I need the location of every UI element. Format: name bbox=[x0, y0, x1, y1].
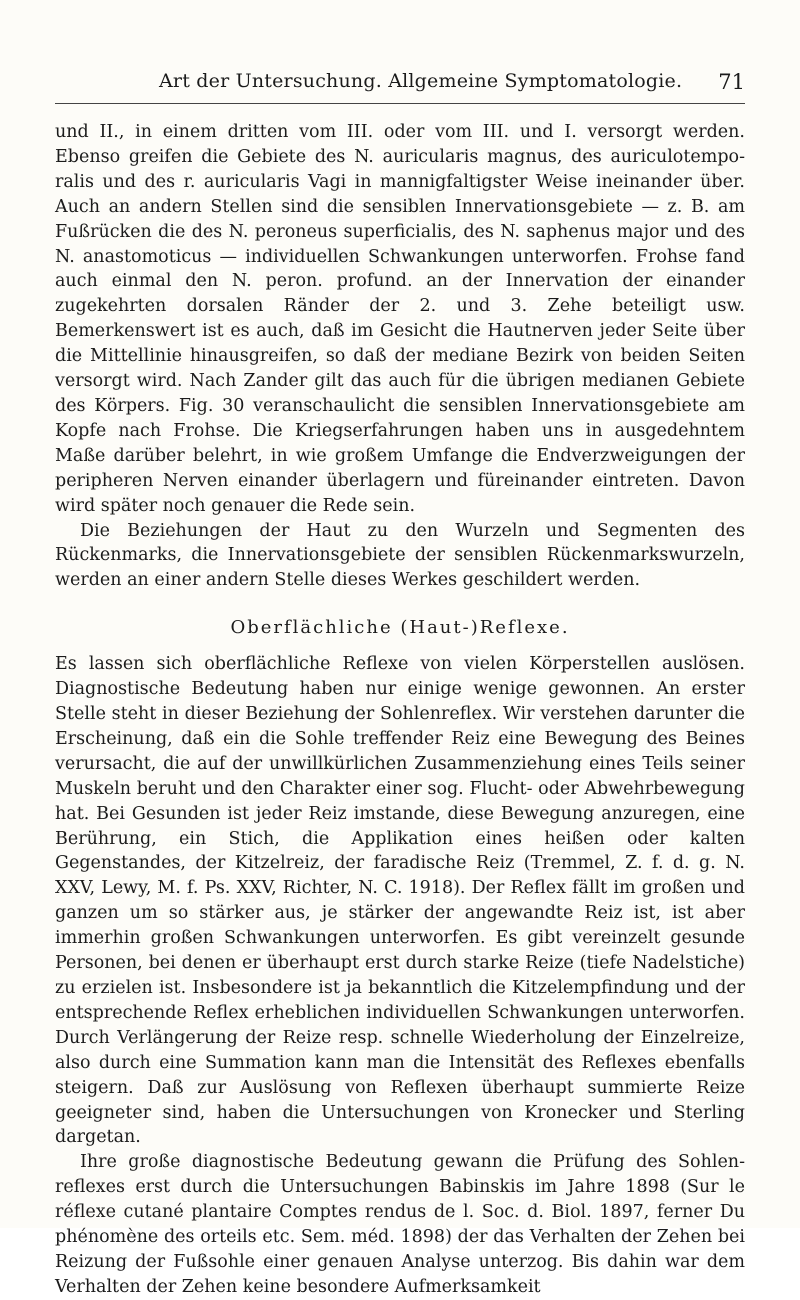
body-text bbox=[55, 120, 745, 1300]
paragraph: und II., in einem dritten vom III. oder vom III. und I. versorgt werden. Ebenso greifen die Gebiete des N. auricularis magnus, des auriculotemporalis und des r. auricularis Vagi in mannigfaltigster Weise ineinander über. Auch an andern Stellen sind die sensiblen Innervationsgebiete — z. B. am Fußrücken die des N. peroneus superficialis, des N. saphenus major und des N. anastomoticus — individuellen Schwankungen unterworfen. Frohse fand auch einmal den N. peron. profund. an der Innervation der einander zugekehrten dorsalen Ränder der 2. und 3. Zehe beteiligt usw. Bemerkenswert ist es auch, daß im Gesicht die Hautnerven jeder Seite über die Mittellinie hinausgreifen, so daß der mediane Bezirk von beiden Seiten versorgt wird. Nach Zander gilt das auch für die übrigen medianen Gebiete des Körpers. Fig. 30 veranschaulicht die sensiblen Innervationsgebiete am Kopfe nach Frohse. Die Kriegserfahrungen haben uns in ausgedehntem Maße darüber belehrt, in wie großem Umfange die Endverzweigungen der peripheren Nerven einander überlagern und füreinander eintreten. Davon wird später noch genauer die Rede sein. bbox=[55, 122, 745, 516]
running-title: Art der Untersuchung. Allgemeine Symptomatologie. bbox=[159, 70, 683, 92]
header-rule bbox=[55, 103, 745, 104]
page-number: 71 bbox=[718, 70, 745, 94]
running-head bbox=[55, 70, 745, 100]
paragraph: Die Beziehungen der Haut zu den Wurzeln und Segmenten des Rückenmarks, die Innervationsgebiete der sensiblen Rückenmarkswurzeln, werden an einer andern Stelle dieses Werkes geschildert werden. bbox=[55, 520, 745, 591]
paragraph: Ihre große diagnostische Bedeutung gewann die Prüfung des Sohlenreflexes erst durch die Untersuchungen Babinskis im Jahre 1898 (Sur le réflexe cutané plantaire Comptes rendus de l. Soc. d. Biol. 1897, ferner Du phénomène des orteils etc. Sem. méd. 1898) der das Verhalten der Zehen bei Reizung der Fußsohle einer genauen Analyse unterzog. Bis dahin war dem Verhalten der Zehen keine besondere Aufmerksamkeit bbox=[55, 1152, 745, 1297]
paragraph: Es lassen sich oberflächliche Reflexe von vielen Körperstellen auslösen. Diagnostische Bedeutung haben nur einige wenige gewonnen. An erster Stelle steht in dieser Beziehung der Sohlenreflex. Wir verstehen darunter die Erscheinung, daß ein die Sohle treffender Reiz eine Bewegung des Beines verursacht, die auf der unwillkürlichen Zusammenziehung eines Teils seiner Muskeln beruht und den Charakter einer sog. Flucht- oder Abwehrbewegung hat. Bei Gesunden ist jeder Reiz imstande, diese Bewegung anzuregen, eine Berührung, ein Stich, die Applikation eines heißen oder kalten Gegenstandes, der Kitzelreiz, der faradische Reiz (Tremmel, Z. f. d. g. N. XXV, Lewy, M. f. Ps. XXV, Richter, N. C. 1918). Der Reflex fällt im großen und ganzen um so stärker aus, je stärker der angewandte Reiz ist, ist aber immerhin großen Schwankungen unterworfen. Es gibt vereinzelt gesunde Personen, bei denen er überhaupt erst durch starke Reize (tiefe Nadelstiche) zu erzielen ist. Insbesondere ist ja bekanntlich die Kitzelempfindung und der entsprechende Reflex erheblichen individuellen Schwankungen unterworfen. Durch Verlängerung der Reize resp. schnelle Wiederholung der Einzelreize, also durch eine Summation kann man die Intensität des Reflexes ebenfalls steigern. Daß zur Auslösung von Reflexen überhaupt summierte Reize geeigneter sind, haben die Untersuchungen von Kronecker und Sterling dargetan. bbox=[55, 654, 745, 1148]
section-heading: Oberflächliche (Haut-)Reflexe. bbox=[230, 617, 570, 639]
